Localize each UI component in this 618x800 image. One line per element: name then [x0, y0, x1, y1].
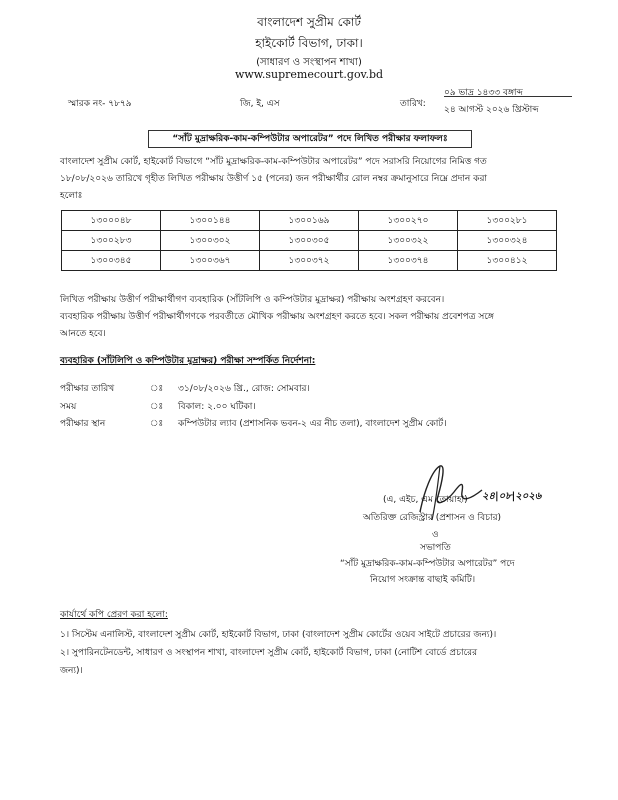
- memo-date-label: তারিখ:: [400, 99, 426, 109]
- memo-ref: স্মারক নং- ৭৮৭৯: [68, 99, 132, 109]
- roll-cell: ১৩০০১৪৪: [161, 211, 260, 231]
- website: www.supremecourt.gov.bd: [234, 68, 384, 81]
- colon: ঃ: [150, 419, 164, 429]
- division-name: হাইকোর্ট বিভাগ, ঢাকা।: [255, 36, 363, 50]
- exam-time-label: সময়: [60, 402, 77, 412]
- section-name: (সাধারণ ও সংস্থাপন শাখা): [256, 57, 362, 68]
- roll-cell: ১৩০০৩২৪: [458, 231, 557, 251]
- roll-cell: ১৩০০৩৬৭: [161, 251, 260, 271]
- roll-cell: ১৩০০৩০৫: [260, 231, 359, 251]
- exam-time-row: [60, 399, 572, 413]
- cc-item-2-cont: জন্য)।: [60, 666, 83, 676]
- signature-date: ২৪|০৮|২০২৬: [482, 491, 542, 502]
- table-row: [62, 211, 557, 231]
- intro-line-3: হলোঃ: [60, 191, 83, 201]
- roll-cell: ১৩০০২৮৩: [62, 231, 161, 251]
- roll-cell: ১৩০০২৭০: [359, 211, 458, 231]
- date-divider: [444, 96, 572, 97]
- roll-number-table: [61, 210, 557, 271]
- practical-heading: ব্যবহারিক (সাঁটলিপি ও কম্পিউটার মুদ্রাক্ষর) পরীক্ষা সম্পর্কিত নির্দেশনা:: [60, 356, 316, 366]
- exam-venue-value: কম্পিউটার ল্যাব (প্রশাসনিক ভবন-২ এর নীচ তলা), বাংলাদেশ সুপ্রীম কোর্ট।: [178, 419, 447, 429]
- exam-date-value: ৩১/০৮/২০২৬ খ্রি., রোজ: সোমবার।: [178, 384, 310, 394]
- roll-cell: ১৩০০০৪৮: [62, 211, 161, 231]
- cc-list: [60, 626, 572, 680]
- cc-item-2: ২। সুপারিনটেনডেন্ট, সাধারণ ও সংস্থাপন শাখা, বাংলাদেশ সুপ্রীম কোর্ট, হাইকোর্ট বিভাগ, ঢাকা (নোটিশ বোর্ডে প্রচারের: [60, 648, 478, 658]
- roll-cell: ১৩০০৪১২: [458, 251, 557, 271]
- cc-item-1: ১। সিস্টেম এনালিস্ট, বাংলাদেশ সুপ্রীম কোর্ট, হাইকোর্ট বিভাগ, ঢাকা (বাংলাদেশ সুপ্রীম কোর্টের ওয়েব সাইটে প্রচারের জন্য)।: [60, 630, 497, 640]
- signatory-post: “সাঁট মুদ্রাক্ষরিক-কাম-কম্পিউটার অপারেটর” পদে: [340, 559, 515, 569]
- signatory-chair: সভাপতি: [420, 543, 451, 553]
- signatory-name: (এ, এইচ, এম তোয়াহা): [383, 495, 468, 505]
- intro-line-1: বাংলাদেশ সুপ্রীম কোর্ট, হাইকোর্ট বিভাগে “সাঁট মুদ্রাক্ষরিক-কাম-কম্পিউটার অপারেটর” পদে সরাসরি নিয়োগের নিমিত্ত গত: [60, 157, 487, 167]
- roll-cell: ১৩০০৩৭২: [260, 251, 359, 271]
- exam-venue-row: [60, 416, 572, 430]
- roll-cell: ১৩০০৩০২: [161, 231, 260, 251]
- table-row: [62, 231, 557, 251]
- colon: ঃ: [150, 402, 164, 412]
- roll-cell: ১৩০০১৬৯: [260, 211, 359, 231]
- signatory-designation: অতিরিক্ত রেজিস্ট্রার (প্রশাসন ও বিচার): [363, 513, 502, 523]
- signatory-and: ও: [432, 530, 439, 540]
- signatory-committee: নিয়োগ সংক্রান্ত বাছাই কমিটি।: [370, 575, 476, 585]
- roll-cell: ১৩০০৩৪৫: [62, 251, 161, 271]
- memo-section: জি, ই, এস: [240, 99, 280, 109]
- roll-cell: ১৩০০২৮১: [458, 211, 557, 231]
- colon: ঃ: [150, 384, 164, 394]
- intro-paragraph: [60, 154, 572, 205]
- memo-date-bangla: ০৯ ভাদ্র ১৪৩৩ বঙ্গাব্দ: [444, 88, 523, 98]
- notes-paragraph: [60, 292, 572, 343]
- office-name: বাংলাদেশ সুপ্রীম কোর্ট: [257, 15, 361, 29]
- intro-line-2: ১৮/০৮/২০২৬ তারিখে গৃহীত লিখিত পরীক্ষায় উত্তীর্ণ ১৫ (পনের) জন পরীক্ষার্থীর রোল নম্বর ক্রমানুসারে নিম্নে প্রদান করা: [60, 174, 488, 184]
- exam-time-value: বিকাল: ২.০০ ঘটিকা।: [178, 402, 256, 412]
- note-line-3: আনতে হবে।: [60, 329, 106, 339]
- exam-date-label: পরীক্ষার তারিখ: [60, 384, 115, 394]
- result-title: “সাঁট মুদ্রাক্ষরিক-কাম-কম্পিউটার অপারেটর” পদে লিখিত পরীক্ষার ফলাফলঃ: [148, 130, 472, 148]
- table-row: [62, 251, 557, 271]
- memo-date-english: ২৪ আগস্ট ২০২৬ খ্রিস্টাব্দ: [444, 105, 539, 115]
- roll-cell: ১৩০০৩২২: [359, 231, 458, 251]
- note-line-2: ব্যবহারিক পরীক্ষায় উত্তীর্ণ পরীক্ষার্থীগণকে পরবর্তীতে মৌখিক পরীক্ষায় অংশগ্রহণ করতে হবে। সকল পরীক্ষায় প্রবেশপত্র সঙ্গে: [60, 312, 494, 322]
- note-line-1: লিখিত পরীক্ষায় উত্তীর্ণ পরীক্ষার্থীগণ ব্যবহারিক (সাঁটলিপি ও কম্পিউটার মুদ্রাক্ষর) পরীক্ষায় অংশগ্রহণ করবেন।: [60, 295, 445, 305]
- roll-cell: ১৩০০৩৭৪: [359, 251, 458, 271]
- exam-venue-label: পরীক্ষার স্থান: [60, 419, 106, 429]
- exam-date-row: [60, 381, 572, 395]
- cc-heading: কার্যার্থে কপি প্রেরণ করা হলো:: [60, 610, 168, 620]
